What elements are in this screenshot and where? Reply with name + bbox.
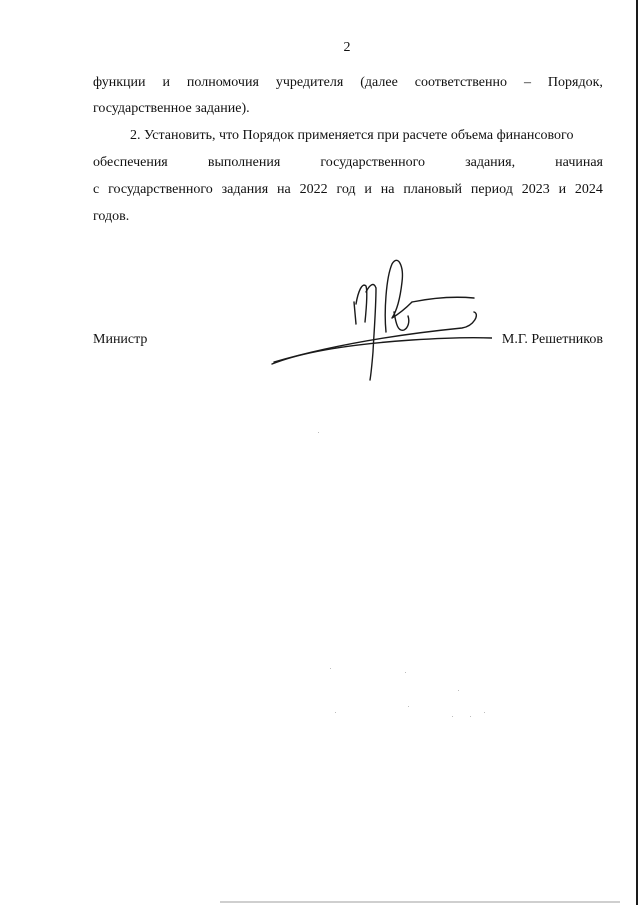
scan-edge-bottom	[220, 901, 620, 903]
scan-speck	[484, 712, 485, 713]
scan-edge-right	[636, 0, 638, 905]
word: плановый	[403, 182, 463, 197]
word: выполнения	[207, 155, 281, 170]
word: и	[162, 75, 170, 90]
scan-speck	[318, 432, 319, 433]
word: Порядок,	[547, 75, 603, 90]
signatory-name: М.Г. Решетников	[501, 332, 603, 347]
word: (далее	[360, 75, 398, 90]
word: функции	[93, 75, 146, 90]
paragraph1-line1	[93, 75, 603, 91]
scan-speck	[405, 672, 406, 673]
word: государственного	[320, 155, 426, 170]
word: и	[558, 182, 567, 197]
word: соответственно	[414, 75, 508, 90]
word: год	[336, 182, 356, 197]
paragraph2-line4: годов.	[93, 209, 130, 224]
word: задания	[221, 182, 269, 197]
paragraph2-line2	[93, 155, 603, 171]
word: полномочия	[186, 75, 259, 90]
scan-speck	[470, 716, 471, 717]
scan-speck	[458, 690, 459, 691]
paragraph1-line2: государственное задание).	[93, 101, 250, 116]
word: –	[523, 75, 531, 90]
scan-speck	[335, 712, 336, 713]
handwritten-signature	[262, 252, 492, 387]
word: учредителя	[275, 75, 344, 90]
word: 2023	[521, 182, 550, 197]
word: задания,	[465, 155, 516, 170]
word: на	[277, 182, 291, 197]
word: государственного	[108, 182, 213, 197]
scan-speck	[330, 668, 331, 669]
word: на	[380, 182, 395, 197]
word: 2022	[299, 182, 328, 197]
word: с	[93, 182, 100, 197]
word: период	[470, 182, 513, 197]
scan-speck	[452, 716, 453, 717]
word: начиная	[555, 155, 603, 170]
position-title: Министр	[93, 332, 148, 347]
page-number: 2	[343, 40, 351, 55]
word: и	[364, 182, 372, 197]
paragraph2-line1: 2. Установить, что Порядок применяется при расчете объема финансового	[130, 128, 574, 143]
word: обеспечения	[93, 155, 168, 170]
scan-speck	[408, 706, 409, 707]
paragraph2-line3	[93, 182, 603, 198]
word: 2024	[574, 182, 603, 197]
